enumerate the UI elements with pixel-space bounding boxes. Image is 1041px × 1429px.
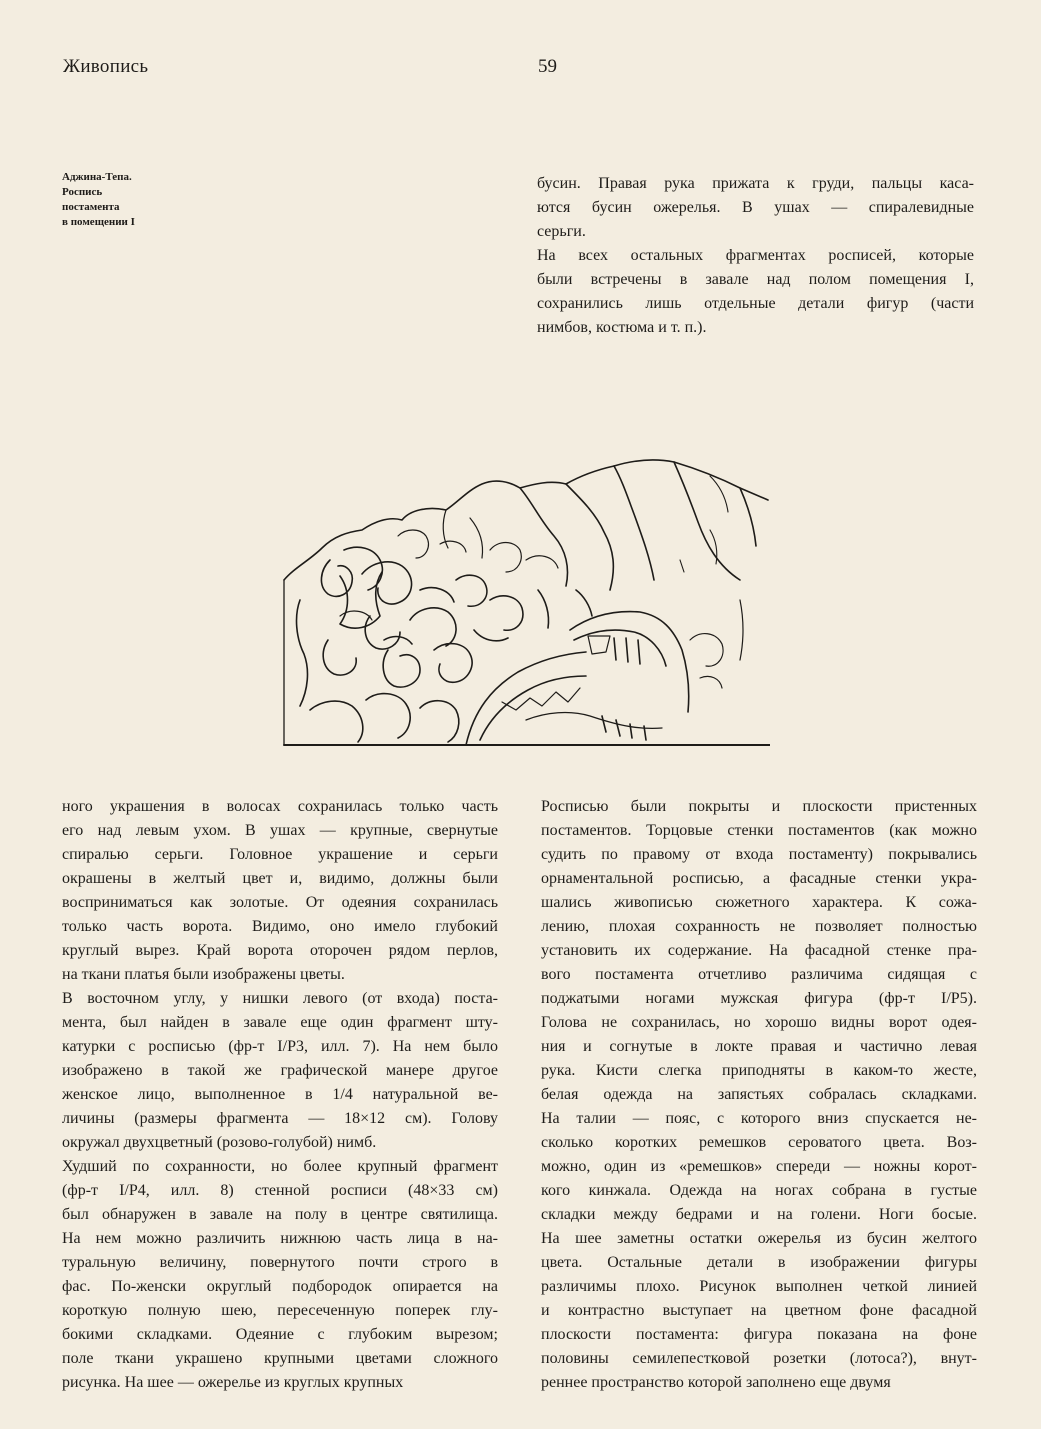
text-line: орнаментальной росписью, а фасадные стенки укра- xyxy=(541,870,977,887)
text-line: (фр-т I/P4, илл. 8) стенной росписи (48×33 см) xyxy=(62,1182,498,1199)
text-line: ния и согнутые в локте правая и частично левая xyxy=(541,1038,977,1055)
text-line: кого кинжала. Одежда на ногах собрана в густые xyxy=(541,1182,977,1199)
text-line: был обнаружен в завале на полу в центре святилища. xyxy=(62,1206,498,1223)
text-line: его над левым ухом. В ушах — крупные, свернутые xyxy=(62,822,498,839)
text-line: сколько коротких ремешков сероватого цвета. Воз- xyxy=(541,1134,977,1151)
top-right-text-column xyxy=(537,172,974,340)
text-line: можно, один из «ремешков» спереди — ножны корот- xyxy=(541,1158,977,1175)
text-line: окрашены в желтый цвет и, видимо, должны были xyxy=(62,870,498,887)
text-line: изображено в такой же графической манере другое xyxy=(62,1062,498,1079)
text-line: только часть ворота. Видимо, оно имело глубокий xyxy=(62,918,498,935)
text-line: короткую полную шею, пересеченную поперек глу- xyxy=(62,1302,498,1319)
text-line: круглый вырез. Край ворота оторочен рядом перлов, xyxy=(62,942,498,959)
text-line: рисунка. На шее — ожерелье из круглых крупных xyxy=(62,1374,404,1391)
text-line: судить по правому от входа постаменту) покрывались xyxy=(541,846,977,863)
text-line: складки между бедрами и на голени. Ноги босые. xyxy=(541,1206,977,1223)
text-line: установить их содержание. На фасадной стенке пра- xyxy=(541,942,977,959)
text-line: ются бусин ожерелья. В ушах — спиралевидные xyxy=(537,199,974,216)
caption-line: Роспись xyxy=(62,186,103,198)
text-line: плоскости постамента: фигура показана на фоне xyxy=(541,1326,977,1343)
text-line: серьги. xyxy=(537,223,586,240)
text-line: постаментов. Торцовые стенки постаментов (как можно xyxy=(541,822,977,839)
text-line: Худший по сохранности, но более крупный фрагмент xyxy=(62,1158,498,1175)
text-line: нимбов, костюма и т. п.). xyxy=(537,319,707,336)
text-line: белая одежда на запястьях собралась складками. xyxy=(541,1086,977,1103)
text-line: личины (размеры фрагмента — 18×12 см). Голову xyxy=(62,1110,498,1127)
text-line: лению, плохая сохранность не позволяет полностью xyxy=(541,918,977,935)
text-line: катурки с росписью (фр-т I/P3, илл. 7). На нем было xyxy=(62,1038,498,1055)
text-line: Голова не сохранилась, но хорошо видны ворот одея- xyxy=(541,1014,977,1031)
text-line: рука. Кисти слегка приподняты в каком-то жесте, xyxy=(541,1062,977,1079)
page-number: 59 xyxy=(538,56,557,77)
text-line: поджатыми ногами мужская фигура (фр-т I/P5). xyxy=(541,990,977,1007)
text-line: спиралью серьги. Головное украшение и серьги xyxy=(62,846,498,863)
text-line: мента, был найден в завале еще один фрагмент шту- xyxy=(62,1014,498,1031)
caption-line: в помещении I xyxy=(62,216,135,228)
text-line: В восточном углу, у нишки левого (от входа) поста- xyxy=(62,990,498,1007)
text-line: восприниматься как золотые. От одеяния сохранилась xyxy=(62,894,498,911)
text-line: половины семилепестковой розетки (лотоса?), внут- xyxy=(541,1350,977,1367)
text-line: реннее пространство которой заполнено еще двумя xyxy=(541,1374,891,1391)
text-line: Росписью были покрыты и плоскости пристенных xyxy=(541,798,977,815)
text-line: фас. По-женски округлый подбородок опирается на xyxy=(62,1278,498,1295)
running-title: Живопись xyxy=(63,56,149,77)
left-text-column xyxy=(62,795,498,1395)
text-line: бокими складками. Одеяние с глубоким вырезом; xyxy=(62,1326,498,1343)
text-line: На всех остальных фрагментах росписей, которые xyxy=(537,247,974,264)
text-line: на ткани платья были изображены цветы. xyxy=(62,966,345,983)
text-line: На шее заметны остатки ожерелья из бусин желтого xyxy=(541,1230,977,1247)
text-line: были встречены в завале над полом помещения I, xyxy=(537,271,974,288)
text-line: поле ткани украшено крупными цветами сложного xyxy=(62,1350,498,1367)
caption-line: постамента xyxy=(62,201,120,213)
text-line: На нем можно различить нижнюю часть лица в на- xyxy=(62,1230,498,1247)
text-line: На талии — пояс, с которого вниз спускается не- xyxy=(541,1110,977,1127)
caption-line: Аджина-Тепа. xyxy=(62,171,132,183)
text-line: окружал двухцветный (розово-голубой) нимб. xyxy=(62,1134,377,1151)
text-line: вого постамента отчетливо различима сидящая с xyxy=(541,966,977,983)
text-line: бусин. Правая рука прижата к груди, пальцы каса- xyxy=(537,175,974,192)
text-line: сохранились лишь отдельные детали фигур (части xyxy=(537,295,974,312)
text-line: различимы плохо. Рисунок выполнен четкой линией xyxy=(541,1278,977,1295)
text-line: шались живописью сюжетного характера. К сожа- xyxy=(541,894,977,911)
pedestal-painting-drawing xyxy=(270,440,770,760)
text-line: цвета. Остальные детали в изображении фигуры xyxy=(541,1254,977,1271)
figure-caption xyxy=(62,170,202,230)
text-line: женское лицо, выполненное в 1/4 натуральной ве- xyxy=(62,1086,498,1103)
right-text-column xyxy=(541,795,977,1395)
text-line: туральную величину, повернутого почти строго в xyxy=(62,1254,498,1271)
text-line: и контрастно выступает на цветном фоне фасадной xyxy=(541,1302,977,1319)
text-line: ного украшения в волосах сохранилась только часть xyxy=(62,798,498,815)
